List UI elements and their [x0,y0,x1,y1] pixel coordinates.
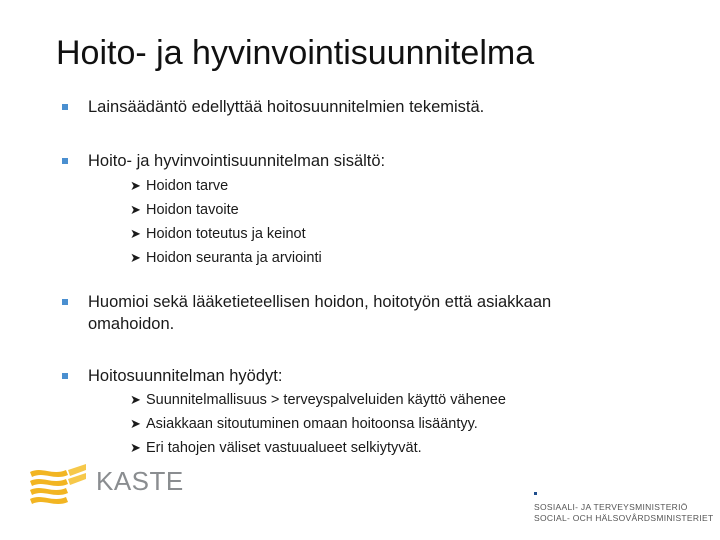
list-item-text: Eri tahojen väliset vastuualueet selkiytyvät. [146,440,422,456]
sub-list [130,388,506,460]
square-bullet-icon [62,104,68,110]
arrow-bullet-icon: ➤ [130,416,141,431]
list-item [130,198,322,222]
bullet-text: Hoitosuunnitelman hyödyt: [88,367,283,385]
arrow-bullet-icon: ➤ [130,392,141,407]
ministry-name-sv: SOCIAL- OCH HÄLSOVÅRDSMINISTERIET [534,513,714,523]
square-bullet-icon [62,373,68,379]
square-bullet-icon [62,299,68,305]
arrow-bullet-icon: ➤ [130,440,141,455]
list-item-text: Hoidon tavoite [146,202,239,218]
list-item [130,436,506,460]
list-item [130,388,506,412]
slide-title: Hoito- ja hyvinvointisuunnitelma [56,34,535,72]
list-item [130,174,322,198]
list-item-text: Asiakkaan sitoutuminen omaan hoitoonsa lisääntyy. [146,416,478,432]
list-item-text: Hoidon tarve [146,178,229,194]
ministry-logo [534,493,713,524]
kaste-wave-icon [28,462,92,510]
list-item [130,246,322,270]
arrow-bullet-icon: ➤ [130,226,141,241]
square-bullet-icon [62,158,68,164]
arrow-bullet-icon: ➤ [130,250,141,265]
list-item [130,222,322,246]
bullet-text: Hoito- ja hyvinvointisuunnitelman sisältö: [88,152,386,170]
sub-list [130,174,322,270]
list-item-text: Hoidon seuranta ja arviointi [146,250,322,266]
list-item [130,412,506,436]
kaste-wordmark: KASTE [96,466,184,496]
list-item-text: Hoidon toteutus ja keinot [146,226,306,242]
list-item-text: Suunnitelmallisuus > terveyspalveluiden käyttö vähenee [146,392,506,408]
bullet-text: Lainsäädäntö edellyttää hoitosuunnitelmien tekemistä. [88,98,485,116]
arrow-bullet-icon: ➤ [130,178,141,193]
kaste-logo [28,462,184,510]
ministry-name-fi: SOSIAALI- JA TERVEYSMINISTERIÖ [534,502,688,512]
arrow-bullet-icon: ➤ [130,202,141,217]
bullet-text: Huomioi sekä lääketieteellisen hoidon, hoitotyön että asiakkaan omahoidon. [88,293,552,333]
